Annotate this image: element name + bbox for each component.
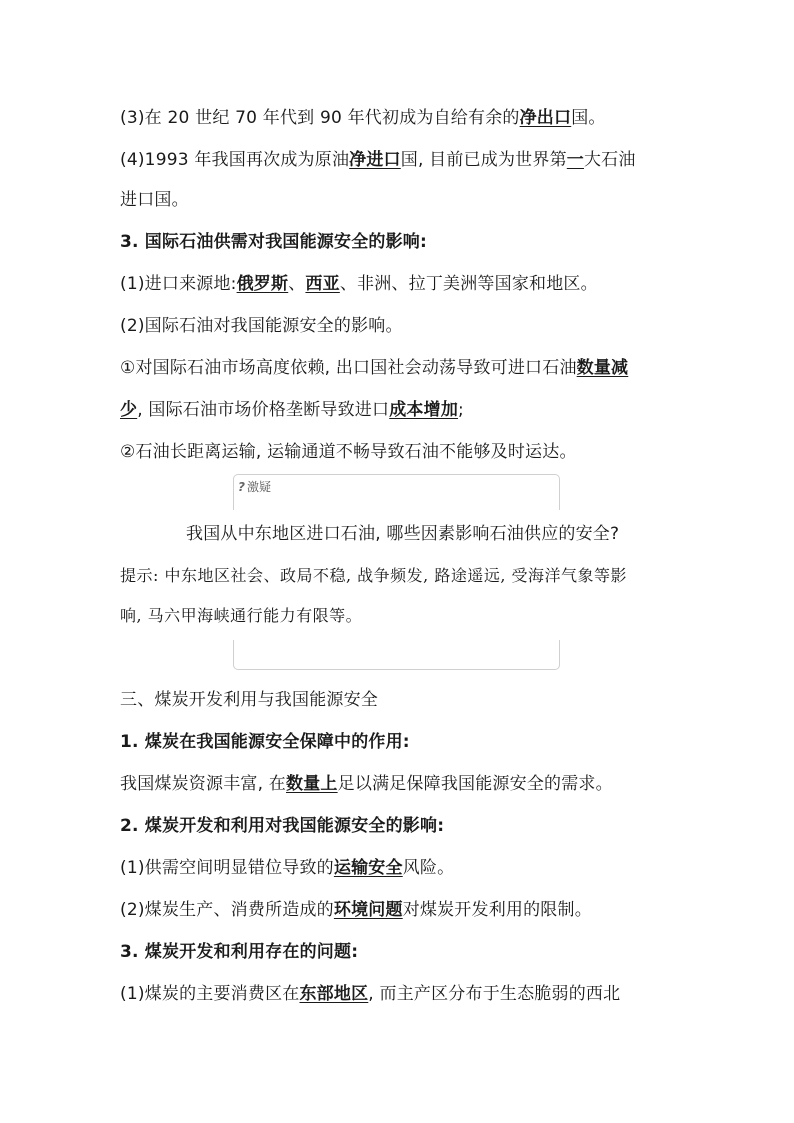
section-heading: 3. 国际石油供需对我国能源安全的影响:: [120, 232, 428, 252]
text: 足以满足保障我国能源安全的需求。: [337, 774, 613, 794]
answer-text: 提示: 中东地区社会、政局不稳, 战争频发, 路途遥远, 受海洋气象等影: [120, 566, 627, 585]
answer-blank: 净进口: [349, 150, 401, 170]
subsection-heading: 1. 煤炭在我国能源安全保障中的作用:: [120, 732, 410, 752]
answer-blank: 数量减: [576, 358, 629, 378]
question-text: 我国从中东地区进口石油, 哪些因素影响石油供应的安全?: [186, 524, 620, 544]
answer-text: 响, 马六甲海峡通行能力有限等。: [120, 606, 363, 625]
text: (3)在 20 世纪 70 年代到 90 年代初成为自给有余的: [120, 108, 520, 128]
answer-blank: 西亚: [305, 274, 340, 294]
text: 我国煤炭资源丰富, 在: [120, 774, 287, 794]
answer-blank: 一: [566, 150, 584, 170]
text: (2)煤炭生产、消费所造成的: [120, 900, 334, 920]
paragraph-line: [120, 772, 613, 796]
text: 国, 目前已成为世界第: [400, 150, 567, 170]
text: ①对国际石油市场高度依赖, 出口国社会动荡导致可进口石油: [120, 358, 577, 378]
text: (4)1993 年我国再次成为原油: [120, 150, 350, 170]
text: 大石油: [583, 150, 636, 170]
paragraph-line: [120, 106, 606, 130]
text: 、非洲、拉丁美洲等国家和地区。: [339, 274, 598, 294]
paragraph-line: [120, 898, 592, 922]
answer-blank: 环境问题: [333, 900, 403, 920]
paragraph-line: 进口国。: [120, 190, 189, 210]
text: 国。: [571, 108, 606, 128]
text: (1)煤炭的主要消费区在: [120, 984, 300, 1004]
answer-blank: 俄罗斯: [236, 274, 289, 294]
text: 风险。: [402, 858, 455, 878]
answer-blank: 少: [120, 400, 138, 420]
subsection-heading: 3. 煤炭开发和利用存在的问题:: [120, 942, 359, 962]
answer-blank: 成本增加: [389, 400, 459, 420]
text: , 而主产区分布于生态脆弱的西北: [368, 984, 621, 1004]
question-mark-icon: ?: [238, 480, 245, 494]
question-box-header: [238, 478, 271, 495]
answer-blank: 数量上: [286, 774, 338, 794]
question-box-title: 激疑: [246, 480, 271, 494]
paragraph-line: [120, 272, 598, 296]
subsection-heading: 2. 煤炭开发和利用对我国能源安全的影响:: [120, 816, 445, 836]
text: 、: [288, 274, 306, 294]
paragraph-line: ②石油长距离运输, 运输通道不畅导致石油不能够及时运达。: [120, 442, 577, 462]
text: (1)进口来源地:: [120, 274, 237, 294]
answer-blank: 运输安全: [333, 858, 403, 878]
text: , 国际石油市场价格垄断导致进口: [137, 400, 390, 420]
paragraph-line: [120, 398, 464, 422]
paragraph-line: [120, 148, 636, 172]
text: 对煤炭开发利用的限制。: [402, 900, 592, 920]
paragraph-line: (2)国际石油对我国能源安全的影响。: [120, 316, 403, 336]
answer-blank: 净出口: [519, 108, 572, 128]
section-heading: 三、煤炭开发利用与我国能源安全: [120, 690, 378, 710]
paragraph-line: [120, 982, 620, 1006]
paragraph-line: [120, 356, 628, 380]
answer-blank: 东部地区: [299, 984, 369, 1004]
text: ;: [458, 400, 464, 420]
paragraph-line: [120, 856, 454, 880]
text: (1)供需空间明显错位导致的: [120, 858, 334, 878]
